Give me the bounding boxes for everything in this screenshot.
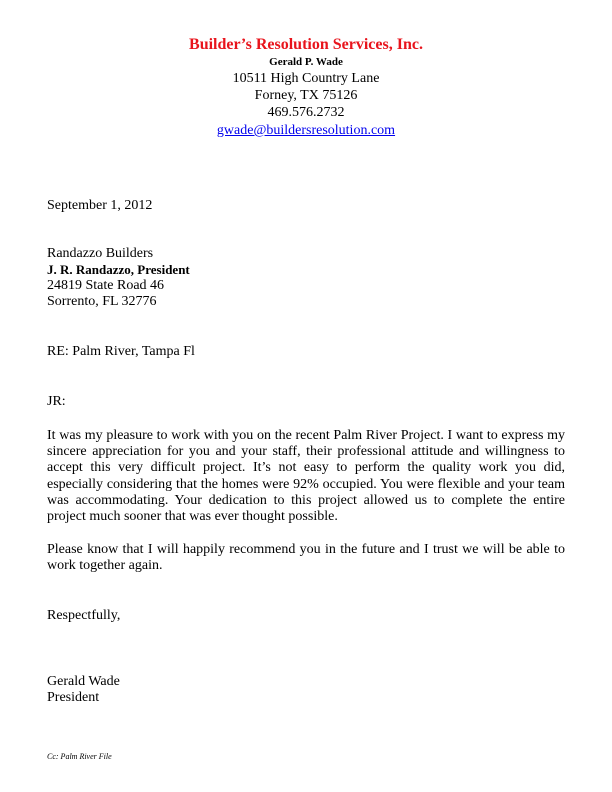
sender-phone: 469.576.2732	[267, 105, 345, 120]
body-paragraph-2: Please know that I will happily recommend you in the future and I trust we will be able to work together again.	[47, 542, 565, 574]
recipient-block	[47, 246, 565, 310]
letter-date: September 1, 2012	[47, 198, 153, 213]
signature-block	[47, 674, 565, 706]
recipient-address-line1: 24819 State Road 46	[47, 278, 165, 293]
closing: Respectfully,	[47, 608, 121, 623]
recipient-address-line2: Sorrento, FL 32776	[47, 294, 157, 309]
subject-line: RE: Palm River, Tampa Fl	[47, 344, 195, 359]
sender-name: Gerald P. Wade	[269, 56, 343, 68]
salutation: JR:	[47, 394, 66, 409]
sender-address-line1: 10511 High Country Lane	[232, 71, 380, 86]
recipient-company: Randazzo Builders	[47, 246, 154, 261]
letterhead	[0, 36, 612, 139]
sender-address-line2: Forney, TX 75126	[254, 88, 358, 103]
signature-name: Gerald Wade	[47, 674, 120, 689]
body-paragraph-1: It was my pleasure to work with you on the recent Palm River Project. I want to express my sincere appreciation for you and your staff, their professional attitude and willingness to accept this very difficult project. It’s not easy to perform the quality work you did, especially considering that the homes were 92% occupied. You were flexible and your team was accommodating. Your dedication to this project allowed us to complete the entire project much sooner that was ever thought possible.	[47, 428, 565, 525]
cc-line: Cc: Palm River File	[47, 752, 112, 761]
recipient-name: J. R. Randazzo, President	[47, 262, 190, 277]
company-name: Builder’s Resolution Services, Inc.	[189, 36, 423, 53]
signature-title: President	[47, 690, 100, 705]
sender-email-link[interactable]: gwade@buildersresolution.com	[216, 123, 396, 138]
